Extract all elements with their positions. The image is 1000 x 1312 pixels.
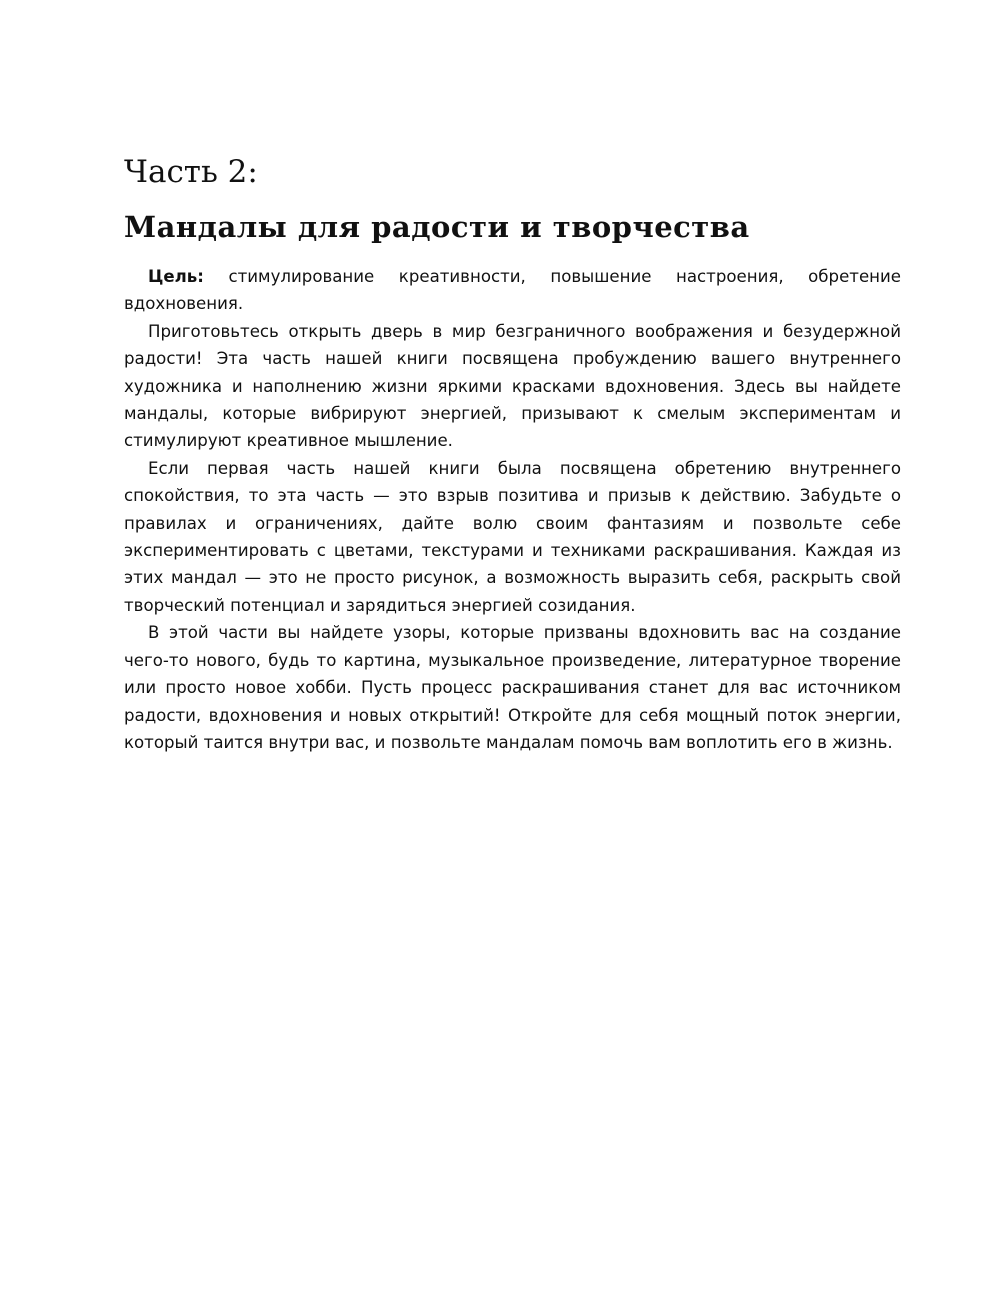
paragraph: Если первая часть нашей книги была посвящена обретению внутреннего спокойствия, то эта часть — это взрыв позитива и призыв к действию. Забудьте о правилах и ограничениях, дайте волю своим фантазиям и позвольте себе экспериментировать с цветами, текстурами и техниками раскрашивания. Каждая из этих мандал — это не просто рисунок, а возможность выразить себя, раскрыть свой творческий потенциал и зарядиться энергией созидания. bbox=[124, 458, 901, 615]
paragraph: В этой части вы найдете узоры, которые призваны вдохновить вас на создание чего-то нового, будь то картина, музыкальное произведение, литературное творение или просто новое хобби. Пусть процесс раскрашивания станет для вас источником радости, вдохновения и новых открытий! Откройте для себя мощный поток энергии, который таится внутри вас, и позвольте мандалам помочь вам воплотить его в жизнь. bbox=[124, 623, 901, 752]
page-content bbox=[124, 150, 901, 756]
goal-text: стимулирование креативности, повышение настроения, обретение вдохновения. bbox=[124, 267, 901, 314]
chapter-title: Мандалы для радости и творчества bbox=[124, 210, 750, 244]
body-text bbox=[124, 263, 901, 756]
paragraph: Приготовьтесь открыть дверь в мир безграничного воображения и безудержной радости! Эта часть нашей книги посвящена пробуждению вашего внутреннего художника и наполнению жизни яркими красками вдохновения. Здесь вы найдете мандалы, которые вибрируют энергией, призывают к смелым экспериментам и стимулируют креативное мышление. bbox=[124, 321, 901, 451]
part-label: Часть 2: bbox=[124, 154, 258, 190]
goal-paragraph bbox=[124, 263, 901, 318]
goal-label: Цель: bbox=[148, 267, 204, 286]
